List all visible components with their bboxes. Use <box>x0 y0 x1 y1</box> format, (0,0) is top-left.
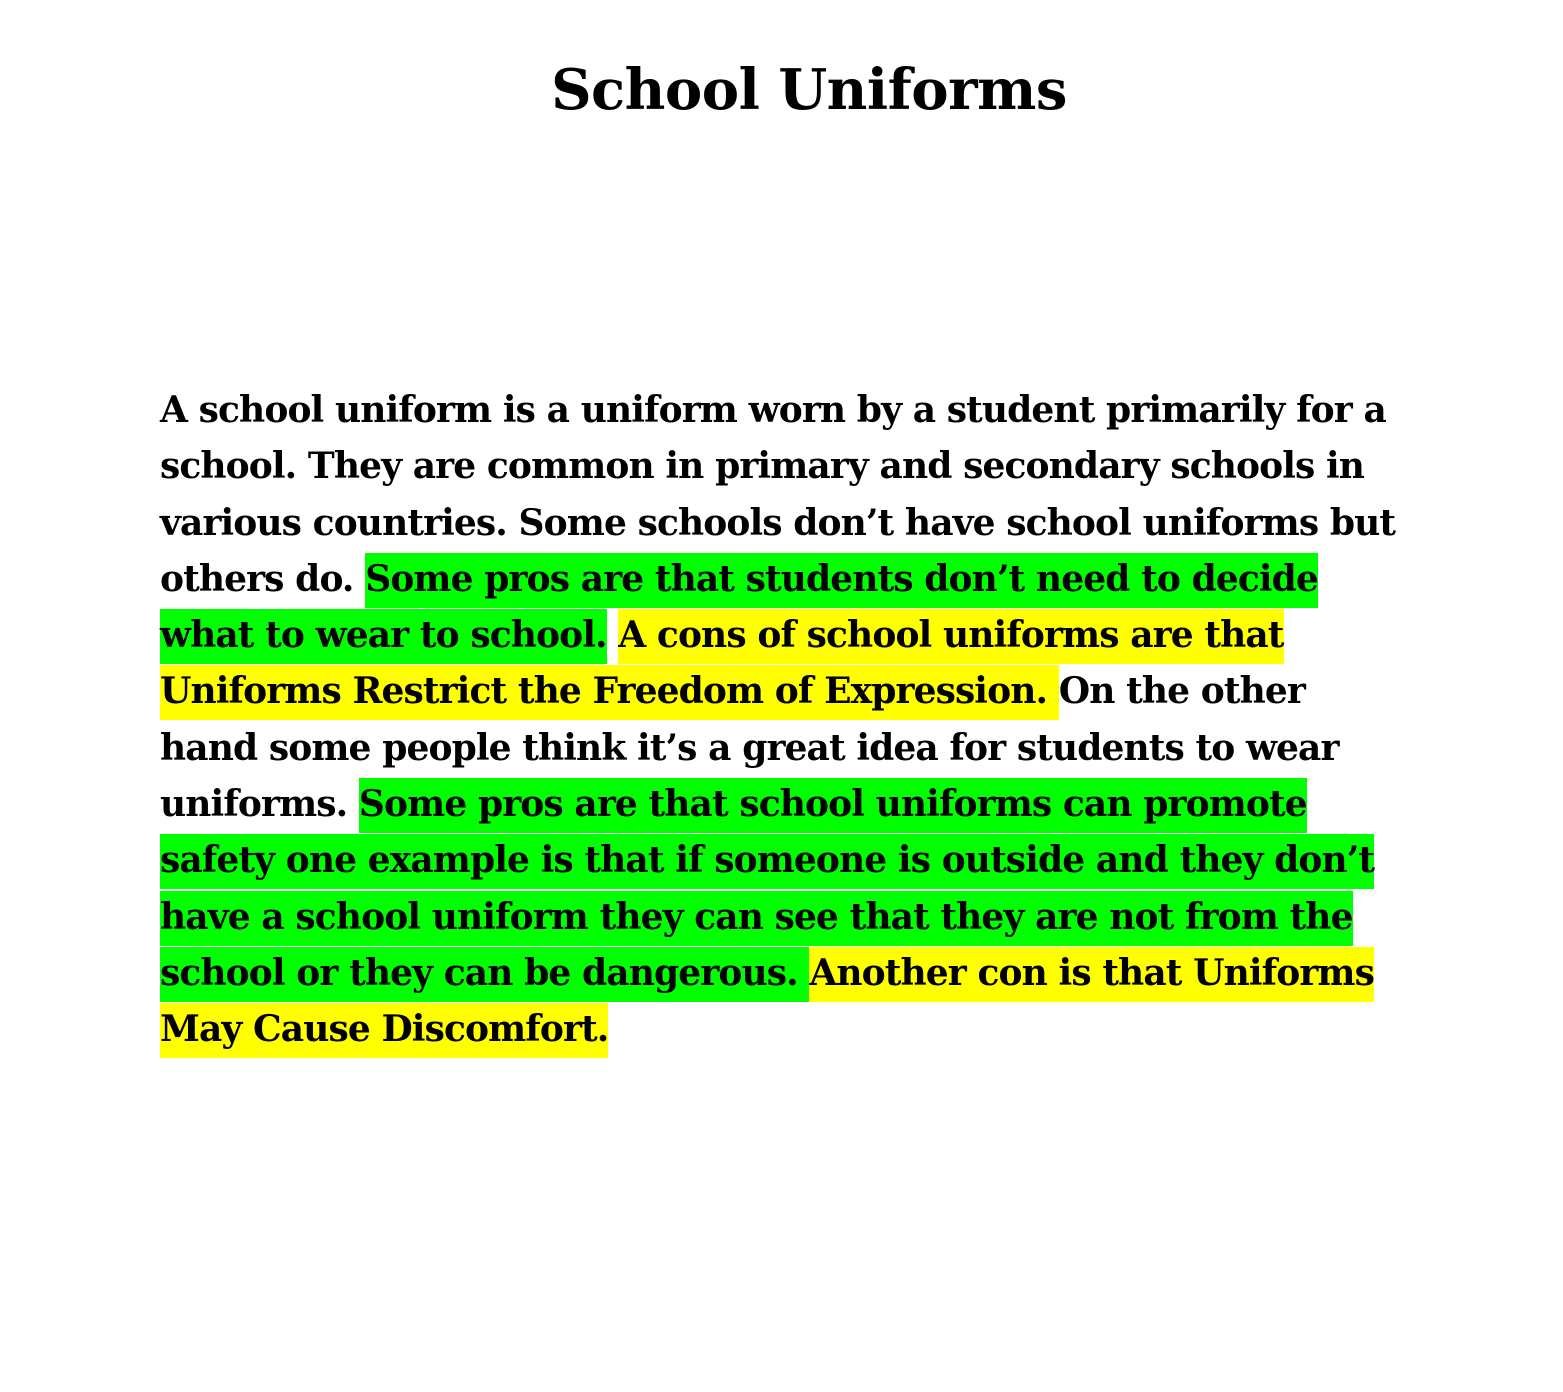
pro-highlight-2: Some pros are that school uniforms can promote safety one example is that if someone is outside and they don’t have a school uniform they can see that they are not from the school or they can be dangerous. <box>160 778 1374 1002</box>
body-paragraph <box>160 382 1410 1058</box>
transition-text: On the other hand some people think it’s a great idea for students to wear uniforms. <box>160 670 1339 826</box>
con-highlight-1: A cons of school uniforms are that Uniforms Restrict the Freedom of Expression. <box>160 609 1284 720</box>
pro-highlight-1: Some pros are that students don’t need to decide what to wear to school. <box>160 553 1318 664</box>
separator-space <box>607 614 619 656</box>
con-highlight-2: Another con is that Uniforms May Cause Discomfort. <box>160 947 1374 1058</box>
document-title: School Uniforms <box>551 57 1067 123</box>
intro-text: A school uniform is a uniform worn by a student primarily for a school. They are common in primary and secondary schools in various countries. Some schools don’t have school uniforms but others do. <box>160 389 1396 600</box>
